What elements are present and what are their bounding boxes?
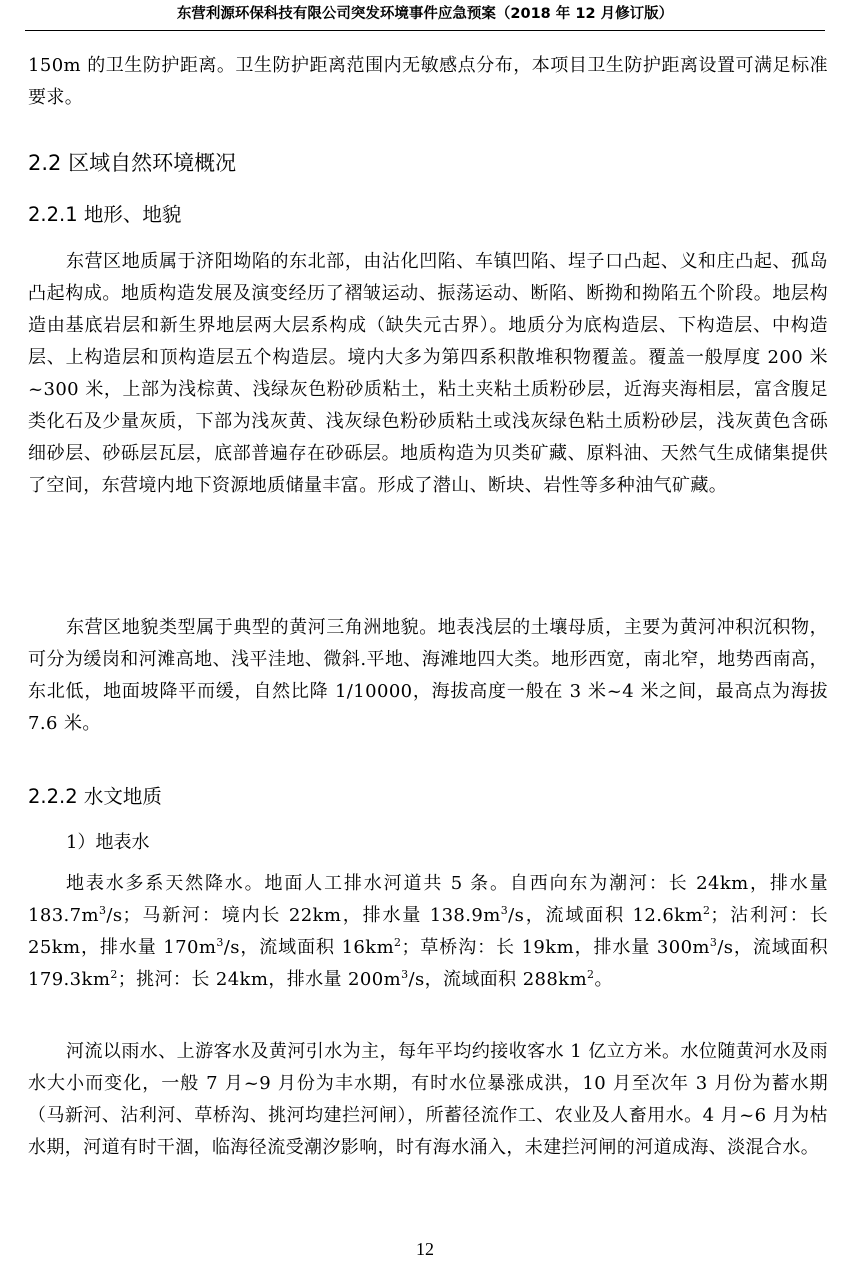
intro-paragraph: 150m 的卫生防护距离。卫生防护距离范围内无敏感点分布，本项目卫生防护距离设置可满足标准要求。: [28, 55, 828, 108]
page-number: 12: [416, 1239, 434, 1259]
hydrology-paragraph-water-levels: 河流以雨水、上游客水及黄河引水为主，每年平均约接收客水 1 亿立方米。水位随黄河水及雨水大小而变化，一般 7 月~9 月份为丰水期，有时水位暴涨成洪，10 月至次年 3 月份为蓄水期（马新河、沾利河、草桥沟、挑河均建拦河闸），所蓄径流作工、农业及人畜用水。4 月~6 月为枯水期，河道有时干涸，临海径流受潮汐影响，时有海水涌入，未建拦河闸的河道成海、淡混合水。: [28, 1041, 828, 1158]
running-header: 东营利源环保科技有限公司突发环境事件应急预案（2018 年 12 月修订版）: [25, 0, 825, 31]
section-heading-2-2-2: 2.2.2 水文地质: [28, 785, 162, 808]
hydrology-paragraph-rivers: 地表水多系天然降水。地面人工排水河道共 5 条。自西向东为潮河：长 24km，排水量 $183.7m^3/s$；马新河：境内长 22km，排水量 $138.9m^3/s$，流域面积 $12.6km^2$；沾利河：长 25km，排水量 $170m^3/s$，流域面积 $16km^2$；草桥沟：长 19km，排水量 $300m^3/s$，流域面积 $179.3km^2$；挑河：长 24km，排水量 $200m^3/s$，流域面积 $288km^2$。: [28, 873, 828, 990]
list-item-surface-water: 1）地表水: [66, 832, 150, 853]
section-heading-2-2: 2.2 区域自然环境概况: [28, 151, 237, 175]
terrain-paragraph-geology: 东营区地质属于济阳坳陷的东北部，由沾化凹陷、车镇凹陷、埕子口凸起、义和庄凸起、孤岛凸起构成。地质构造发展及演变经历了褶皱运动、振荡运动、断陷、断拗和拗陷五个阶段。地层构造由基底岩层和新生界地层两大层系构成（缺失元古界）。地质分为底构造层、下构造层、中构造层、上构造层和顶构造层五个构造层。境内大多为第四系积散堆积物覆盖。覆盖一般厚度 200 米~300 米，上部为浅棕黄、浅绿灰色粉砂质粘土，粘土夹粘土质粉砂层，近海夹海相层，富含腹足类化石及少量灰质，下部为浅灰黄、浅灰绿色粉砂质粘土或浅灰绿色粘土质粉砂层，浅灰黄色含砾细砂层、砂砾层瓦层，底部普遍存在砂砾层。地质构造为贝类矿藏、原料油、天然气生成储集提供了空间，东营境内地下资源地质储量丰富。形成了潜山、断块、岩性等多种油气矿藏。: [28, 251, 828, 496]
terrain-paragraph-landform: 东营区地貌类型属于典型的黄河三角洲地貌。地表浅层的土壤母质，主要为黄河冲积沉积物，可分为缓岗和河滩高地、浅平洼地、微斜.平地、海滩地四大类。地形西宽，南北窄，地势西南高，东北低，地面坡降平而缓，自然比降 1/10000，海拔高度一般在 3 米~4 米之间，最高点为海拔 7.6 米。: [28, 617, 828, 734]
section-heading-2-2-1: 2.2.1 地形、地貌: [28, 203, 182, 226]
